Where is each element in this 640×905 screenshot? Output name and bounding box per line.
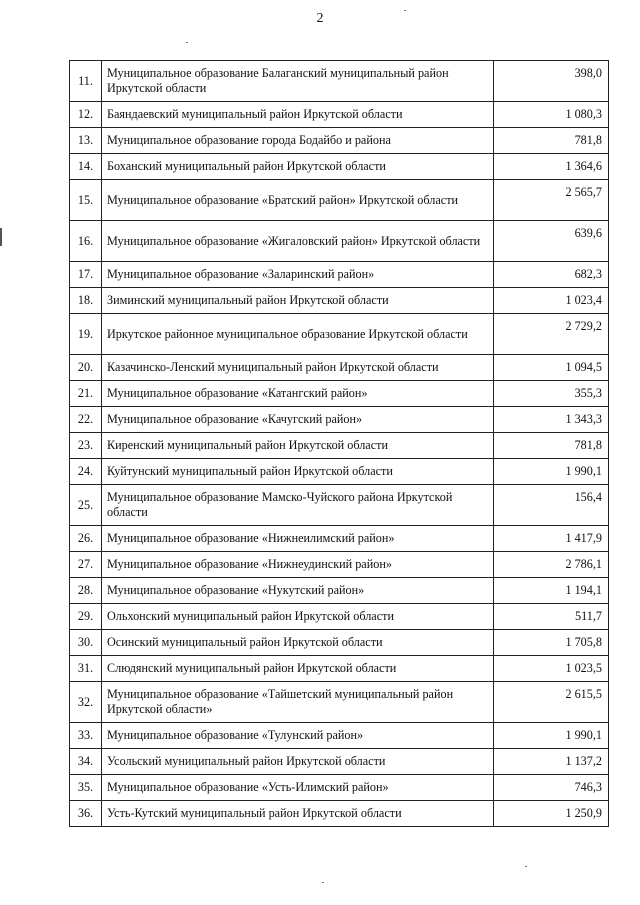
scan-edge-mark xyxy=(0,228,2,246)
municipality-name: Муниципальное образование «Нукутский район» xyxy=(102,578,494,604)
row-number: 27. xyxy=(70,552,102,578)
row-number: 35. xyxy=(70,775,102,801)
table-body xyxy=(70,61,609,827)
row-number: 12. xyxy=(70,102,102,128)
municipality-name: Муниципальное образование «Братский район» Иркутской области xyxy=(102,180,494,221)
municipality-name: Муниципальное образование «Тулунский район» xyxy=(102,723,494,749)
table-row xyxy=(70,180,609,221)
municipality-name: Муниципальное образование «Жигаловский район» Иркутской области xyxy=(102,221,494,262)
table-row xyxy=(70,355,609,381)
municipality-name: Боханский муниципальный район Иркутской области xyxy=(102,154,494,180)
amount-value: 639,6 xyxy=(494,221,609,262)
municipality-name: Зиминский муниципальный район Иркутской области xyxy=(102,288,494,314)
table-row xyxy=(70,381,609,407)
row-number: 25. xyxy=(70,485,102,526)
row-number: 11. xyxy=(70,61,102,102)
scan-speck xyxy=(186,42,188,43)
row-number: 24. xyxy=(70,459,102,485)
municipality-name: Баяндаевский муниципальный район Иркутской области xyxy=(102,102,494,128)
municipality-name: Казачинско-Ленский муниципальный район Иркутской области xyxy=(102,355,494,381)
row-number: 30. xyxy=(70,630,102,656)
page-number: 2 xyxy=(316,11,324,26)
municipality-name: Слюдянский муниципальный район Иркутской области xyxy=(102,656,494,682)
amount-value: 781,8 xyxy=(494,433,609,459)
row-number: 29. xyxy=(70,604,102,630)
amount-value: 2 615,5 xyxy=(494,682,609,723)
row-number: 32. xyxy=(70,682,102,723)
row-number: 16. xyxy=(70,221,102,262)
row-number: 31. xyxy=(70,656,102,682)
amount-value: 1 343,3 xyxy=(494,407,609,433)
table-row xyxy=(70,154,609,180)
municipality-name: Куйтунский муниципальный район Иркутской области xyxy=(102,459,494,485)
municipality-name: Муниципальное образование города Бодайбо и района xyxy=(102,128,494,154)
amount-value: 1 250,9 xyxy=(494,801,609,827)
amount-value: 2 786,1 xyxy=(494,552,609,578)
row-number: 23. xyxy=(70,433,102,459)
row-number: 20. xyxy=(70,355,102,381)
table-row xyxy=(70,682,609,723)
table-row xyxy=(70,288,609,314)
amount-value: 1 094,5 xyxy=(494,355,609,381)
municipality-name: Муниципальное образование «Нижнеилимский район» xyxy=(102,526,494,552)
table-row xyxy=(70,459,609,485)
municipality-name: Иркутское районное муниципальное образование Иркутской области xyxy=(102,314,494,355)
table-row xyxy=(70,128,609,154)
amount-value: 1 990,1 xyxy=(494,459,609,485)
amount-value: 1 080,3 xyxy=(494,102,609,128)
row-number: 22. xyxy=(70,407,102,433)
amount-value: 355,3 xyxy=(494,381,609,407)
allocation-table xyxy=(69,60,609,827)
municipality-name: Муниципальное образование Балаганский муниципальный район Иркутской области xyxy=(102,61,494,102)
amount-value: 1 990,1 xyxy=(494,723,609,749)
table-row xyxy=(70,630,609,656)
amount-value: 1 417,9 xyxy=(494,526,609,552)
municipality-name: Муниципальное образование Мамско-Чуйского района Иркутской области xyxy=(102,485,494,526)
municipality-name: Муниципальное образование «Катангский район» xyxy=(102,381,494,407)
table-row xyxy=(70,314,609,355)
municipality-name: Усть-Кутский муниципальный район Иркутской области xyxy=(102,801,494,827)
row-number: 21. xyxy=(70,381,102,407)
amount-value: 1 705,8 xyxy=(494,630,609,656)
municipality-name: Муниципальное образование «Тайшетский муниципальный район Иркутской области» xyxy=(102,682,494,723)
municipality-name: Муниципальное образование «Качугский район» xyxy=(102,407,494,433)
table-row xyxy=(70,775,609,801)
amount-value: 1 023,5 xyxy=(494,656,609,682)
amount-value: 746,3 xyxy=(494,775,609,801)
table-row xyxy=(70,552,609,578)
table-row xyxy=(70,526,609,552)
scan-speck xyxy=(404,10,406,11)
municipality-name: Осинский муниципальный район Иркутской области xyxy=(102,630,494,656)
amount-value: 1 364,6 xyxy=(494,154,609,180)
amount-value: 398,0 xyxy=(494,61,609,102)
table-row xyxy=(70,221,609,262)
row-number: 17. xyxy=(70,262,102,288)
amount-value: 781,8 xyxy=(494,128,609,154)
municipality-name: Усольский муниципальный район Иркутской области xyxy=(102,749,494,775)
scan-speck xyxy=(525,866,527,867)
amount-value: 156,4 xyxy=(494,485,609,526)
table-row xyxy=(70,749,609,775)
table-row xyxy=(70,433,609,459)
amount-value: 2 729,2 xyxy=(494,314,609,355)
table-row xyxy=(70,801,609,827)
table-row xyxy=(70,407,609,433)
table-row xyxy=(70,102,609,128)
municipality-name: Киренский муниципальный район Иркутской области xyxy=(102,433,494,459)
row-number: 14. xyxy=(70,154,102,180)
municipality-name: Муниципальное образование «Заларинский район» xyxy=(102,262,494,288)
municipality-name: Муниципальное образование «Нижнеудинский район» xyxy=(102,552,494,578)
table-row xyxy=(70,723,609,749)
row-number: 19. xyxy=(70,314,102,355)
municipality-name: Муниципальное образование «Усть-Илимский район» xyxy=(102,775,494,801)
row-number: 18. xyxy=(70,288,102,314)
amount-value: 511,7 xyxy=(494,604,609,630)
table-row xyxy=(70,61,609,102)
row-number: 13. xyxy=(70,128,102,154)
municipality-name: Ольхонский муниципальный район Иркутской области xyxy=(102,604,494,630)
amount-value: 2 565,7 xyxy=(494,180,609,221)
row-number: 34. xyxy=(70,749,102,775)
amount-value: 1 137,2 xyxy=(494,749,609,775)
table-row xyxy=(70,485,609,526)
amount-value: 682,3 xyxy=(494,262,609,288)
table-row xyxy=(70,262,609,288)
row-number: 36. xyxy=(70,801,102,827)
table-row xyxy=(70,604,609,630)
amount-value: 1 023,4 xyxy=(494,288,609,314)
table-row xyxy=(70,578,609,604)
row-number: 26. xyxy=(70,526,102,552)
amount-value: 1 194,1 xyxy=(494,578,609,604)
row-number: 28. xyxy=(70,578,102,604)
scan-speck xyxy=(322,882,324,883)
row-number: 15. xyxy=(70,180,102,221)
row-number: 33. xyxy=(70,723,102,749)
table-row xyxy=(70,656,609,682)
